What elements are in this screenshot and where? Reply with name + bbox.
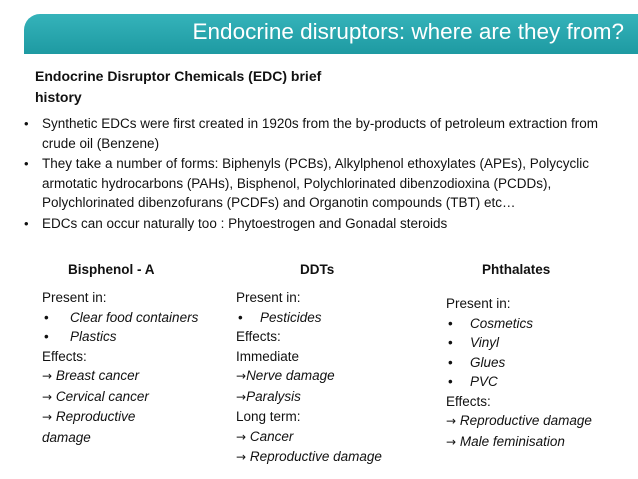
bullet-dot-icon: • — [448, 374, 453, 389]
effect-text: Breast cancer — [55, 368, 140, 383]
present-item-text: Plastics — [70, 329, 117, 344]
effect-item — [236, 387, 436, 408]
effect-text: Cancer — [249, 428, 294, 444]
arrow-right-icon: → — [446, 414, 457, 428]
present-item — [446, 353, 631, 373]
immediate-label: Immediate — [236, 348, 300, 364]
effects-label: Effects: — [42, 348, 87, 364]
slide-title: Endocrine disruptors: where are they from? — [192, 19, 624, 44]
arrow-right-icon: → — [236, 429, 247, 444]
bullet-dot-icon: • — [24, 156, 29, 171]
present-item-text: Pesticides — [260, 309, 322, 325]
present-item — [42, 327, 232, 347]
bullet-item — [22, 214, 622, 234]
present-in-label: Present in: — [42, 290, 107, 305]
effect-item — [42, 407, 177, 447]
bullet-text: Synthetic EDCs were first created in 1920s from the by-products of petroleum extraction from crude oil (Benzene) — [42, 116, 598, 151]
long-term-label: Long term: — [236, 409, 301, 424]
bullet-dot-icon: • — [24, 116, 29, 131]
effect-item — [236, 366, 436, 387]
present-item — [236, 308, 436, 328]
arrow-right-icon: → — [42, 389, 53, 404]
arrow-right-icon: → — [42, 410, 53, 424]
effects-label: Effects: — [446, 393, 491, 409]
bullet-item — [22, 114, 622, 153]
arrow-right-icon: → — [446, 434, 457, 449]
effect-item — [446, 432, 631, 453]
effect-item — [236, 427, 436, 448]
effect-text: Reproductive damage — [459, 413, 592, 428]
effect-item — [42, 366, 232, 387]
effect-text: Nerve damage — [246, 368, 335, 383]
effect-text: Male feminisation — [459, 433, 565, 449]
bullet-item — [22, 154, 622, 213]
arrow-right-icon: → — [42, 369, 53, 383]
present-item-text: Glues — [470, 354, 506, 370]
bullet-dot-icon: • — [44, 309, 49, 325]
bullet-text: They take a number of forms: Biphenyls (PCBs), Alkylphenol ethoxylates (APEs), Polycyclic armotatic hydrocarbons (PAHs), Bisphenol, Polychlorinated dibenzodioxina (PCDDs), Polychlorinated dibenzofurans (PCDFs) and Organotin compounds (TBT) etc… — [42, 156, 589, 210]
present-item — [446, 333, 631, 353]
effect-item — [42, 387, 232, 408]
column-phthalates — [446, 294, 631, 452]
effect-text: Reproductive damage — [249, 449, 382, 464]
effect-text: Cervical cancer — [55, 388, 149, 404]
history-bullets — [22, 114, 622, 234]
slide-subtitle: Endocrine Disruptor Chemicals (EDC) brief history — [35, 68, 322, 105]
heading-bisphenol: Bisphenol - A — [68, 262, 155, 277]
present-item — [42, 308, 232, 328]
effect-item — [236, 447, 436, 468]
bullet-dot-icon: • — [44, 329, 49, 344]
heading-ddts: DDTs — [300, 262, 335, 277]
title-bar — [24, 14, 638, 54]
heading-phthalates: Phthalates — [482, 262, 551, 277]
column-ddts — [236, 288, 436, 468]
effect-text: Paralysis — [246, 388, 301, 404]
present-item-text: Vinyl — [470, 335, 500, 350]
arrow-right-icon: → — [236, 369, 247, 383]
column-bisphenol — [42, 288, 232, 447]
present-item-text: Cosmetics — [470, 315, 534, 331]
present-item-text: Clear food containers — [70, 309, 199, 325]
bullet-dot-icon: • — [448, 315, 453, 331]
effect-item — [446, 411, 631, 432]
bullet-text: EDCs can occur naturally too : Phytoestrogen and Gonadal steroids — [42, 215, 448, 231]
present-in-label: Present in: — [236, 290, 301, 305]
present-item — [446, 314, 631, 334]
bullet-dot-icon: • — [24, 215, 29, 231]
bullet-dot-icon: • — [448, 354, 453, 370]
present-in-label: Present in: — [446, 296, 511, 311]
present-item-text: PVC — [470, 374, 498, 389]
bullet-dot-icon: • — [238, 309, 243, 325]
bullet-dot-icon: • — [448, 335, 453, 350]
arrow-right-icon: → — [236, 389, 247, 404]
effect-text: Reproductive damage — [42, 409, 136, 445]
effects-label: Effects: — [236, 329, 281, 344]
arrow-right-icon: → — [236, 450, 247, 464]
present-item — [446, 372, 631, 392]
